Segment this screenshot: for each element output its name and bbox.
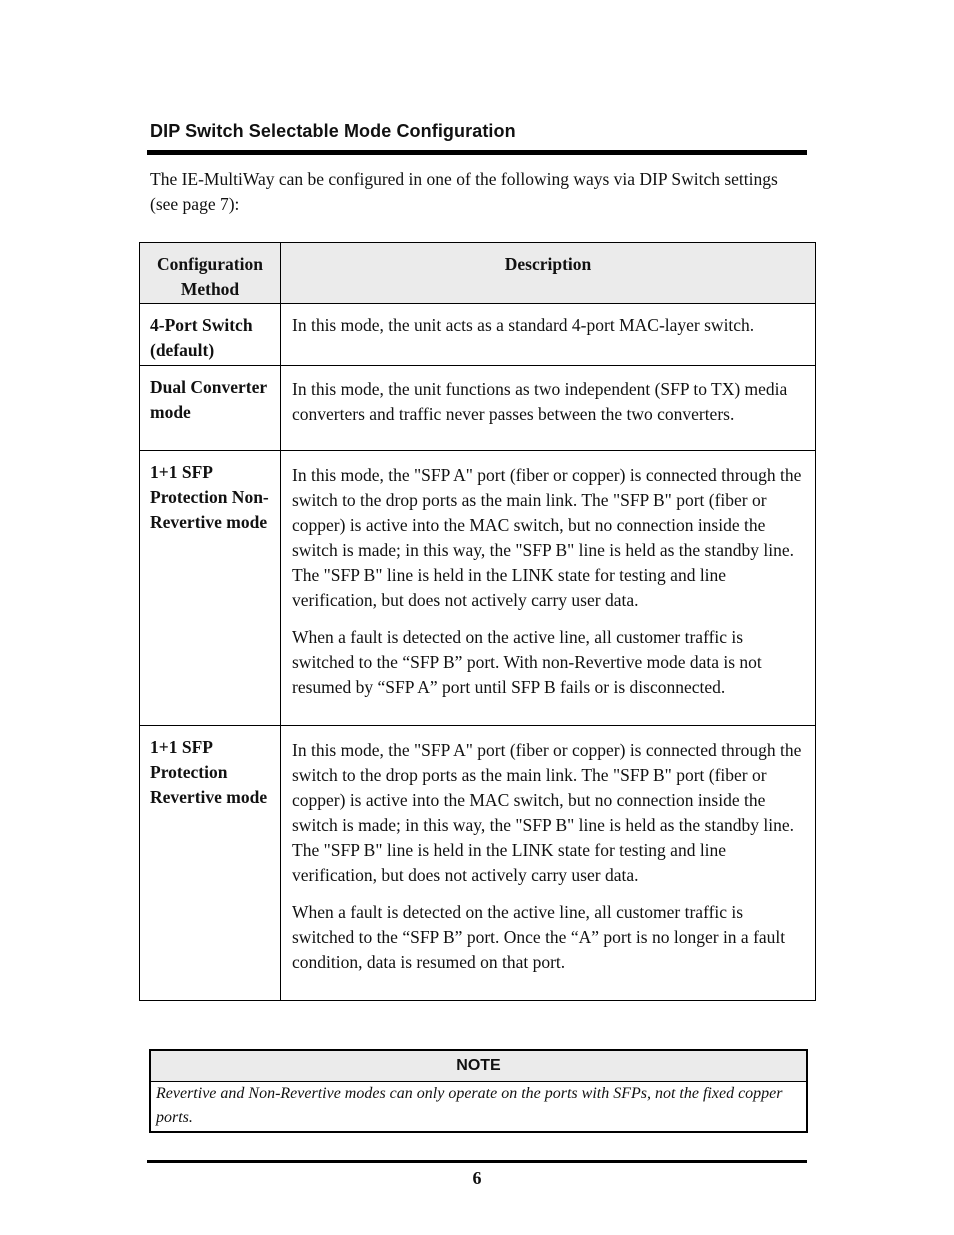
table-row [140, 366, 816, 451]
footer-rule [147, 1160, 807, 1163]
table-row [140, 304, 816, 366]
page-number: 6 [472, 1168, 482, 1188]
config-method-cell: 1+1 SFP Protection Revertive mode [140, 726, 281, 1001]
section-title: DIP Switch Selectable Mode Configuration [150, 121, 516, 141]
note-box [149, 1049, 808, 1133]
note-text: Revertive and Non-Revertive modes can only operate on the ports with SFPs, not the fixed copper ports. [156, 1085, 783, 1126]
table-header-row [140, 243, 816, 304]
description-paragraph: When a fault is detected on the active line, all customer traffic is switched to the “SFP B” port. Once the “A” port is no longer in a fault condition, data is resumed on that port. [292, 902, 786, 972]
config-method-cell: 1+1 SFP Protection Non-Revertive mode [140, 451, 281, 726]
config-description-cell [281, 366, 816, 451]
table-row [140, 451, 816, 726]
config-description-cell [281, 451, 816, 726]
title-rule [147, 150, 807, 155]
config-description-cell [281, 304, 816, 366]
description-paragraph: In this mode, the "SFP A" port (fiber or copper) is connected through the switch to the drop ports as the main link. The "SFP B" port (fiber or copper) is active into the MAC switch, but no connection inside the switch is made; in this way, the "SFP B" line is held as the standby line. The "SFP B" line is held in the LINK state for testing and line verification, but does not actively carry user data. [292, 740, 802, 885]
config-description-cell [281, 726, 816, 1001]
description-paragraph: When a fault is detected on the active line, all customer traffic is switched to the “SFP B” port. With non-Revertive mode data is not resumed by “SFP A” port until SFP B fails or is disconnected. [292, 627, 762, 697]
note-title: NOTE [151, 1051, 806, 1082]
table-row [140, 726, 816, 1001]
configuration-table [139, 242, 816, 1001]
column-header-description: Description [281, 243, 816, 304]
description-paragraph: In this mode, the "SFP A" port (fiber or copper) is connected through the switch to the drop ports as the main link. The "SFP B" port (fiber or copper) is active into the MAC switch, but no connection inside the switch is made; in this way, the "SFP B" line is held as the standby line. The "SFP B" line is held in the LINK state for testing and line verification, but does not actively carry user data. [292, 465, 802, 610]
description-paragraph: In this mode, the unit acts as a standard 4-port MAC-layer switch. [292, 315, 755, 335]
column-header-method: Configuration Method [140, 243, 281, 304]
intro-paragraph: The IE-MultiWay can be configured in one of the following ways via DIP Switch settings (see page 7): [150, 169, 778, 214]
description-paragraph: In this mode, the unit functions as two independent (SFP to TX) media converters and traffic never passes between the two converters. [292, 379, 788, 424]
config-method-cell: Dual Converter mode [140, 366, 281, 451]
config-method-cell: 4-Port Switch (default) [140, 304, 281, 366]
